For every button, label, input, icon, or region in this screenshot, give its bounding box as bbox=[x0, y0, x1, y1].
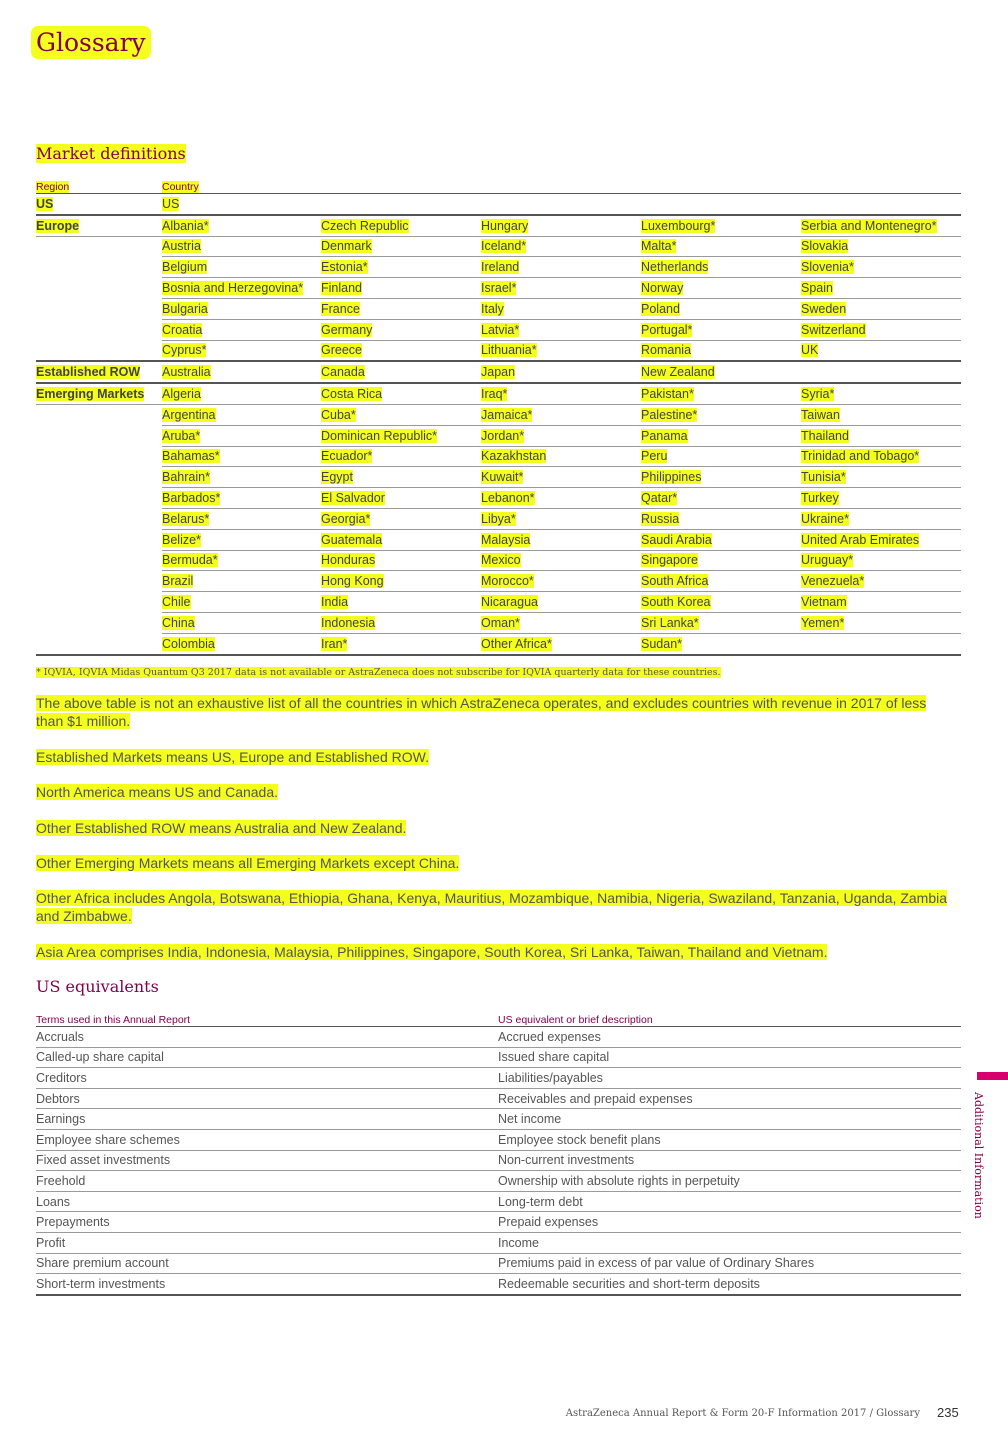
country-cell: Iceland* bbox=[481, 236, 641, 257]
country-cell: Sri Lanka* bbox=[641, 612, 801, 633]
country-cell: Kuwait* bbox=[481, 467, 641, 488]
country-cell bbox=[481, 194, 641, 215]
country-cell: Belgium bbox=[162, 257, 321, 278]
country-cell: Latvia* bbox=[481, 319, 641, 340]
country-cell: Peru bbox=[641, 446, 801, 467]
table-row bbox=[36, 383, 961, 404]
country-cell: Barbados* bbox=[162, 488, 321, 509]
country-cell: US bbox=[162, 194, 321, 215]
country-cell: Morocco* bbox=[481, 571, 641, 592]
equivalent-cell: Issued share capital bbox=[498, 1047, 961, 1068]
country-cell: Romania bbox=[641, 340, 801, 361]
table-row bbox=[36, 361, 961, 383]
region-cell bbox=[36, 571, 162, 592]
country-cell: Syria* bbox=[801, 383, 961, 404]
table-row bbox=[36, 1171, 961, 1192]
country-cell: Israel* bbox=[481, 278, 641, 299]
table-row bbox=[36, 319, 961, 340]
page-number: 235 bbox=[937, 1405, 959, 1420]
country-cell: Pakistan* bbox=[641, 383, 801, 404]
section-tab-label: Additional Information bbox=[972, 1092, 985, 1219]
term-cell: Called-up share capital bbox=[36, 1047, 498, 1068]
region-cell bbox=[36, 257, 162, 278]
country-column-header: Country bbox=[162, 180, 961, 194]
country-cell: Jamaica* bbox=[481, 404, 641, 425]
definition-paragraph: Asia Area comprises India, Indonesia, Malaysia, Philippines, Singapore, South Korea, Sri Lanka, Taiwan, Thailand and Vietnam. bbox=[36, 944, 828, 960]
country-cell: Greece bbox=[321, 340, 481, 361]
country-cell: Austria bbox=[162, 236, 321, 257]
country-cell: Jordan* bbox=[481, 425, 641, 446]
country-cell: Indonesia bbox=[321, 612, 481, 633]
term-cell: Fixed asset investments bbox=[36, 1150, 498, 1171]
country-cell: Costa Rica bbox=[321, 383, 481, 404]
country-cell: Estonia* bbox=[321, 257, 481, 278]
us-equivalents-table bbox=[36, 1011, 961, 1296]
term-cell: Accruals bbox=[36, 1027, 498, 1048]
definition-paragraph: Established Markets means US, Europe and Established ROW. bbox=[36, 749, 429, 765]
equivalent-cell: Liabilities/payables bbox=[498, 1068, 961, 1089]
country-cell: Hong Kong bbox=[321, 571, 481, 592]
table-row bbox=[36, 633, 961, 654]
table-row bbox=[36, 1129, 961, 1150]
country-cell: Uruguay* bbox=[801, 550, 961, 571]
market-definitions-heading: Market definitions bbox=[36, 144, 186, 163]
table-row bbox=[36, 1274, 961, 1295]
region-cell: Emerging Markets bbox=[36, 383, 162, 404]
region-cell bbox=[36, 488, 162, 509]
equivalent-cell: Premiums paid in excess of par value of Ordinary Shares bbox=[498, 1253, 961, 1274]
country-cell: Russia bbox=[641, 508, 801, 529]
country-cell: Venezuela* bbox=[801, 571, 961, 592]
country-cell: Bulgaria bbox=[162, 298, 321, 319]
country-cell: United Arab Emirates bbox=[801, 529, 961, 550]
region-cell bbox=[36, 340, 162, 361]
country-cell bbox=[801, 361, 961, 383]
country-cell: Cyprus* bbox=[162, 340, 321, 361]
country-cell: Honduras bbox=[321, 550, 481, 571]
table-row bbox=[36, 571, 961, 592]
equivalent-cell: Redeemable securities and short-term deposits bbox=[498, 1274, 961, 1295]
country-cell: Other Africa* bbox=[481, 633, 641, 654]
page-title: Glossary bbox=[31, 26, 151, 59]
country-cell: Colombia bbox=[162, 633, 321, 654]
definition-paragraph: The above table is not an exhaustive list of all the countries in which AstraZeneca operates, and excludes countries with revenue in 2017 of less than $1 million. bbox=[36, 695, 927, 729]
country-cell: Spain bbox=[801, 278, 961, 299]
country-cell: Poland bbox=[641, 298, 801, 319]
country-cell: Belarus* bbox=[162, 508, 321, 529]
table-row bbox=[36, 194, 961, 215]
country-cell: Germany bbox=[321, 319, 481, 340]
country-cell: Switzerland bbox=[801, 319, 961, 340]
table-row bbox=[36, 446, 961, 467]
country-cell: Finland bbox=[321, 278, 481, 299]
section-tab-marker bbox=[977, 1072, 1008, 1080]
definition-paragraph: North America means US and Canada. bbox=[36, 784, 279, 800]
country-cell: Sudan* bbox=[641, 633, 801, 654]
region-cell bbox=[36, 508, 162, 529]
country-cell: Aruba* bbox=[162, 425, 321, 446]
country-cell: Turkey bbox=[801, 488, 961, 509]
equivalent-cell: Non-current investments bbox=[498, 1150, 961, 1171]
page-footer: AstraZeneca Annual Report & Form 20-F Information 2017 / Glossary bbox=[565, 1408, 920, 1419]
country-cell: China bbox=[162, 612, 321, 633]
term-cell: Loans bbox=[36, 1191, 498, 1212]
table-row bbox=[36, 236, 961, 257]
market-table-header bbox=[36, 180, 961, 194]
region-cell bbox=[36, 319, 162, 340]
country-cell: France bbox=[321, 298, 481, 319]
country-cell: Japan bbox=[481, 361, 641, 383]
country-cell: Iran* bbox=[321, 633, 481, 654]
table-row bbox=[36, 592, 961, 613]
term-cell: Prepayments bbox=[36, 1212, 498, 1233]
country-cell: El Salvador bbox=[321, 488, 481, 509]
region-column-header: Region bbox=[36, 180, 162, 194]
table-row bbox=[36, 257, 961, 278]
term-cell: Profit bbox=[36, 1232, 498, 1253]
country-cell: Bahamas* bbox=[162, 446, 321, 467]
country-cell: Taiwan bbox=[801, 404, 961, 425]
country-cell: Algeria bbox=[162, 383, 321, 404]
country-cell: Czech Republic bbox=[321, 215, 481, 236]
region-cell bbox=[36, 446, 162, 467]
table-row bbox=[36, 278, 961, 299]
table-row bbox=[36, 1212, 961, 1233]
equivalent-cell: Prepaid expenses bbox=[498, 1212, 961, 1233]
country-cell: Portugal* bbox=[641, 319, 801, 340]
country-cell: Vietnam bbox=[801, 592, 961, 613]
table-row bbox=[36, 404, 961, 425]
region-cell bbox=[36, 425, 162, 446]
region-cell bbox=[36, 404, 162, 425]
term-cell: Share premium account bbox=[36, 1253, 498, 1274]
table-row bbox=[36, 1109, 961, 1130]
country-cell: Iraq* bbox=[481, 383, 641, 404]
region-cell bbox=[36, 633, 162, 654]
country-cell: Palestine* bbox=[641, 404, 801, 425]
country-cell: Bermuda* bbox=[162, 550, 321, 571]
country-cell: Libya* bbox=[481, 508, 641, 529]
region-cell bbox=[36, 612, 162, 633]
country-cell: Chile bbox=[162, 592, 321, 613]
country-cell: Luxembourg* bbox=[641, 215, 801, 236]
region-cell bbox=[36, 467, 162, 488]
country-cell: Malta* bbox=[641, 236, 801, 257]
country-cell: Mexico bbox=[481, 550, 641, 571]
equivalent-cell: Income bbox=[498, 1232, 961, 1253]
country-cell: Singapore bbox=[641, 550, 801, 571]
country-cell: Nicaragua bbox=[481, 592, 641, 613]
country-cell: Bosnia and Herzegovina* bbox=[162, 278, 321, 299]
country-cell: Qatar* bbox=[641, 488, 801, 509]
country-cell: Argentina bbox=[162, 404, 321, 425]
country-cell: Dominican Republic* bbox=[321, 425, 481, 446]
table-row bbox=[36, 425, 961, 446]
terms-column-header: Terms used in this Annual Report bbox=[36, 1011, 498, 1027]
term-cell: Freehold bbox=[36, 1171, 498, 1192]
region-cell bbox=[36, 236, 162, 257]
country-cell bbox=[321, 194, 481, 215]
table-row bbox=[36, 340, 961, 361]
table-row bbox=[36, 467, 961, 488]
country-cell: Saudi Arabia bbox=[641, 529, 801, 550]
us-equivalents-heading: US equivalents bbox=[36, 977, 159, 996]
table-row bbox=[36, 215, 961, 236]
region-cell bbox=[36, 550, 162, 571]
country-cell: South Korea bbox=[641, 592, 801, 613]
country-cell: Philippines bbox=[641, 467, 801, 488]
country-cell: Yemen* bbox=[801, 612, 961, 633]
table-row bbox=[36, 1047, 961, 1068]
equivalent-cell: Accrued expenses bbox=[498, 1027, 961, 1048]
table-row bbox=[36, 1088, 961, 1109]
country-cell: Oman* bbox=[481, 612, 641, 633]
table-row bbox=[36, 550, 961, 571]
term-cell: Employee share schemes bbox=[36, 1129, 498, 1150]
market-definitions-table bbox=[36, 180, 961, 656]
country-cell: Italy bbox=[481, 298, 641, 319]
table-footnote: * IQVIA, IQVIA Midas Quantum Q3 2017 data is not available or AstraZeneca does not subscribe for IQVIA quarterly data for these countries. bbox=[36, 667, 721, 678]
region-cell: Established ROW bbox=[36, 361, 162, 383]
country-cell: Australia bbox=[162, 361, 321, 383]
country-cell: Serbia and Montenegro* bbox=[801, 215, 961, 236]
country-cell: New Zealand bbox=[641, 361, 801, 383]
table-row bbox=[36, 1150, 961, 1171]
country-cell: Netherlands bbox=[641, 257, 801, 278]
country-cell: Ukraine* bbox=[801, 508, 961, 529]
region-cell bbox=[36, 298, 162, 319]
country-cell: Sweden bbox=[801, 298, 961, 319]
region-cell bbox=[36, 592, 162, 613]
term-cell: Short-term investments bbox=[36, 1274, 498, 1295]
country-cell: South Africa bbox=[641, 571, 801, 592]
definition-paragraph: Other Emerging Markets means all Emerging Markets except China. bbox=[36, 855, 460, 871]
table-row bbox=[36, 1232, 961, 1253]
country-cell: Egypt bbox=[321, 467, 481, 488]
country-cell: Malaysia bbox=[481, 529, 641, 550]
table-row bbox=[36, 1027, 961, 1048]
equivalent-column-header: US equivalent or brief description bbox=[498, 1011, 961, 1027]
country-cell: Lebanon* bbox=[481, 488, 641, 509]
country-cell: Lithuania* bbox=[481, 340, 641, 361]
country-cell: Brazil bbox=[162, 571, 321, 592]
equivalent-cell: Receivables and prepaid expenses bbox=[498, 1088, 961, 1109]
term-cell: Earnings bbox=[36, 1109, 498, 1130]
country-cell: Hungary bbox=[481, 215, 641, 236]
country-cell: Denmark bbox=[321, 236, 481, 257]
country-cell bbox=[801, 633, 961, 654]
table-row bbox=[36, 1068, 961, 1089]
country-cell: Panama bbox=[641, 425, 801, 446]
country-cell: Trinidad and Tobago* bbox=[801, 446, 961, 467]
country-cell: Albania* bbox=[162, 215, 321, 236]
equivalent-cell: Long-term debt bbox=[498, 1191, 961, 1212]
term-cell: Debtors bbox=[36, 1088, 498, 1109]
table-row bbox=[36, 488, 961, 509]
country-cell: Ireland bbox=[481, 257, 641, 278]
table-row bbox=[36, 1253, 961, 1274]
table-row bbox=[36, 298, 961, 319]
equivalent-cell: Ownership with absolute rights in perpetuity bbox=[498, 1171, 961, 1192]
definition-paragraph: Other Africa includes Angola, Botswana, Ethiopia, Ghana, Kenya, Mauritius, Mozambique, Namibia, Nigeria, Swaziland, Tanzania, Uganda, Zambia and Zimbabwe. bbox=[36, 890, 948, 924]
country-cell: UK bbox=[801, 340, 961, 361]
country-cell: Slovenia* bbox=[801, 257, 961, 278]
country-cell: Bahrain* bbox=[162, 467, 321, 488]
country-cell: Guatemala bbox=[321, 529, 481, 550]
country-cell: Kazakhstan bbox=[481, 446, 641, 467]
table-row bbox=[36, 1191, 961, 1212]
region-cell: US bbox=[36, 194, 162, 215]
table-row bbox=[36, 508, 961, 529]
region-cell: Europe bbox=[36, 215, 162, 236]
country-cell: India bbox=[321, 592, 481, 613]
country-cell: Thailand bbox=[801, 425, 961, 446]
equivalent-cell: Net income bbox=[498, 1109, 961, 1130]
country-cell bbox=[641, 194, 801, 215]
table-row bbox=[36, 529, 961, 550]
country-cell: Cuba* bbox=[321, 404, 481, 425]
country-cell: Georgia* bbox=[321, 508, 481, 529]
definition-paragraph: Other Established ROW means Australia and New Zealand. bbox=[36, 820, 407, 836]
table-row bbox=[36, 612, 961, 633]
equivalent-cell: Employee stock benefit plans bbox=[498, 1129, 961, 1150]
term-cell: Creditors bbox=[36, 1068, 498, 1089]
country-cell: Slovakia bbox=[801, 236, 961, 257]
country-cell bbox=[801, 194, 961, 215]
country-cell: Belize* bbox=[162, 529, 321, 550]
country-cell: Norway bbox=[641, 278, 801, 299]
country-cell: Tunisia* bbox=[801, 467, 961, 488]
country-cell: Canada bbox=[321, 361, 481, 383]
country-cell: Ecuador* bbox=[321, 446, 481, 467]
region-cell bbox=[36, 278, 162, 299]
us-table-header bbox=[36, 1011, 961, 1027]
region-cell bbox=[36, 529, 162, 550]
country-cell: Croatia bbox=[162, 319, 321, 340]
